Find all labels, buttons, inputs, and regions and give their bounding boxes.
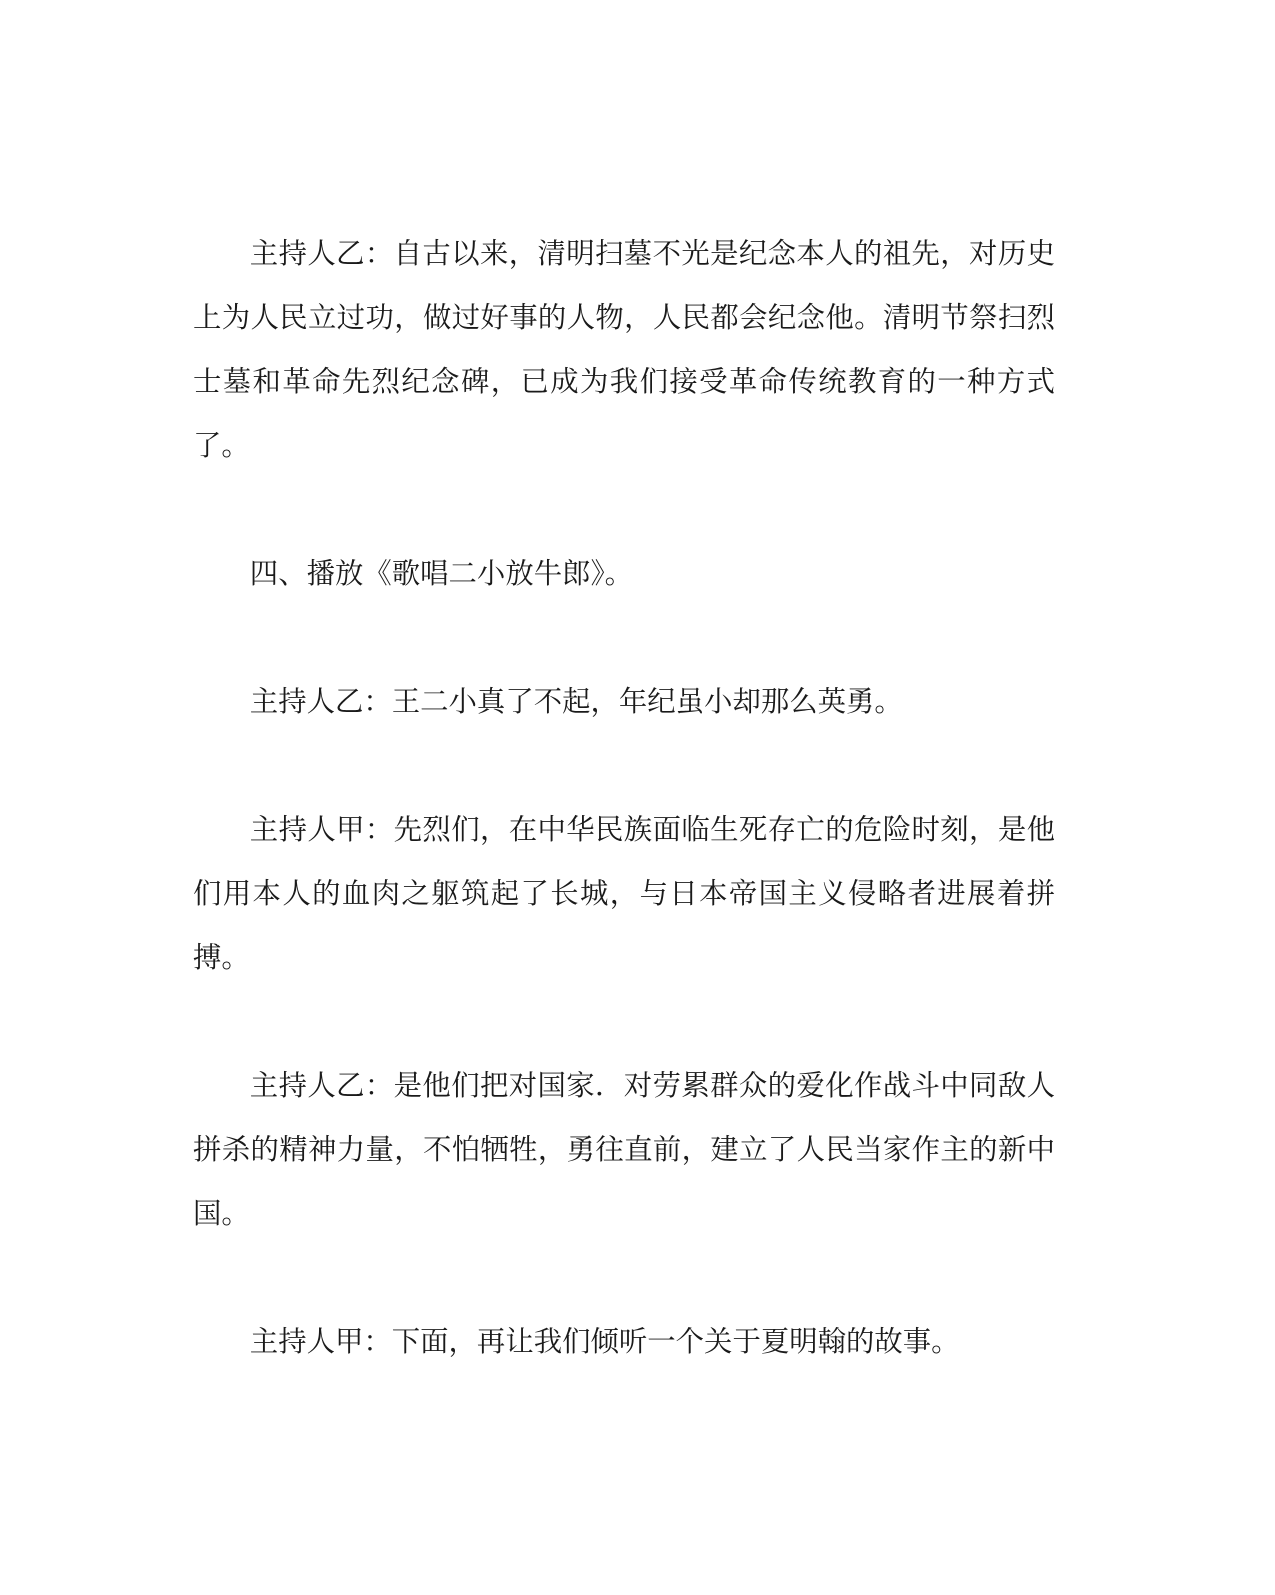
paragraph-host-b-new-china: 主持人乙：是他们把对国家．对劳累群众的爱化作战斗中同敌人拼杀的精神力量，不怕牺牲，勇往直前，建立了人民当家作主的新中国。 xyxy=(193,1069,1055,1230)
paragraph-host-b-qingming: 主持人乙：自古以来，清明扫墓不光是纪念本人的祖先，对历史上为人民立过功，做过好事的人物，人民都会纪念他。清明节祭扫烈士墓和革命先烈纪念碑，已成为我们接受革命传统教育的一种方式了。 xyxy=(193,237,1055,462)
paragraph-host-a-martyrs: 主持人甲：先烈们，在中华民族面临生死存亡的危险时刻，是他们用本人的血肉之躯筑起了长城，与日本帝国主义侵略者进展着拼搏。 xyxy=(193,813,1055,974)
paragraph-section-four: 四、播放《歌唱二小放牛郎》。 xyxy=(249,557,634,590)
paragraph-host-a-xia-minghan: 主持人甲：下面，再让我们倾听一个关于夏明翰的故事。 xyxy=(249,1325,960,1358)
document-body xyxy=(193,222,1055,1374)
paragraph-host-b-wang-erxiao: 主持人乙：王二小真了不起，年纪虽小却那么英勇。 xyxy=(249,685,903,718)
